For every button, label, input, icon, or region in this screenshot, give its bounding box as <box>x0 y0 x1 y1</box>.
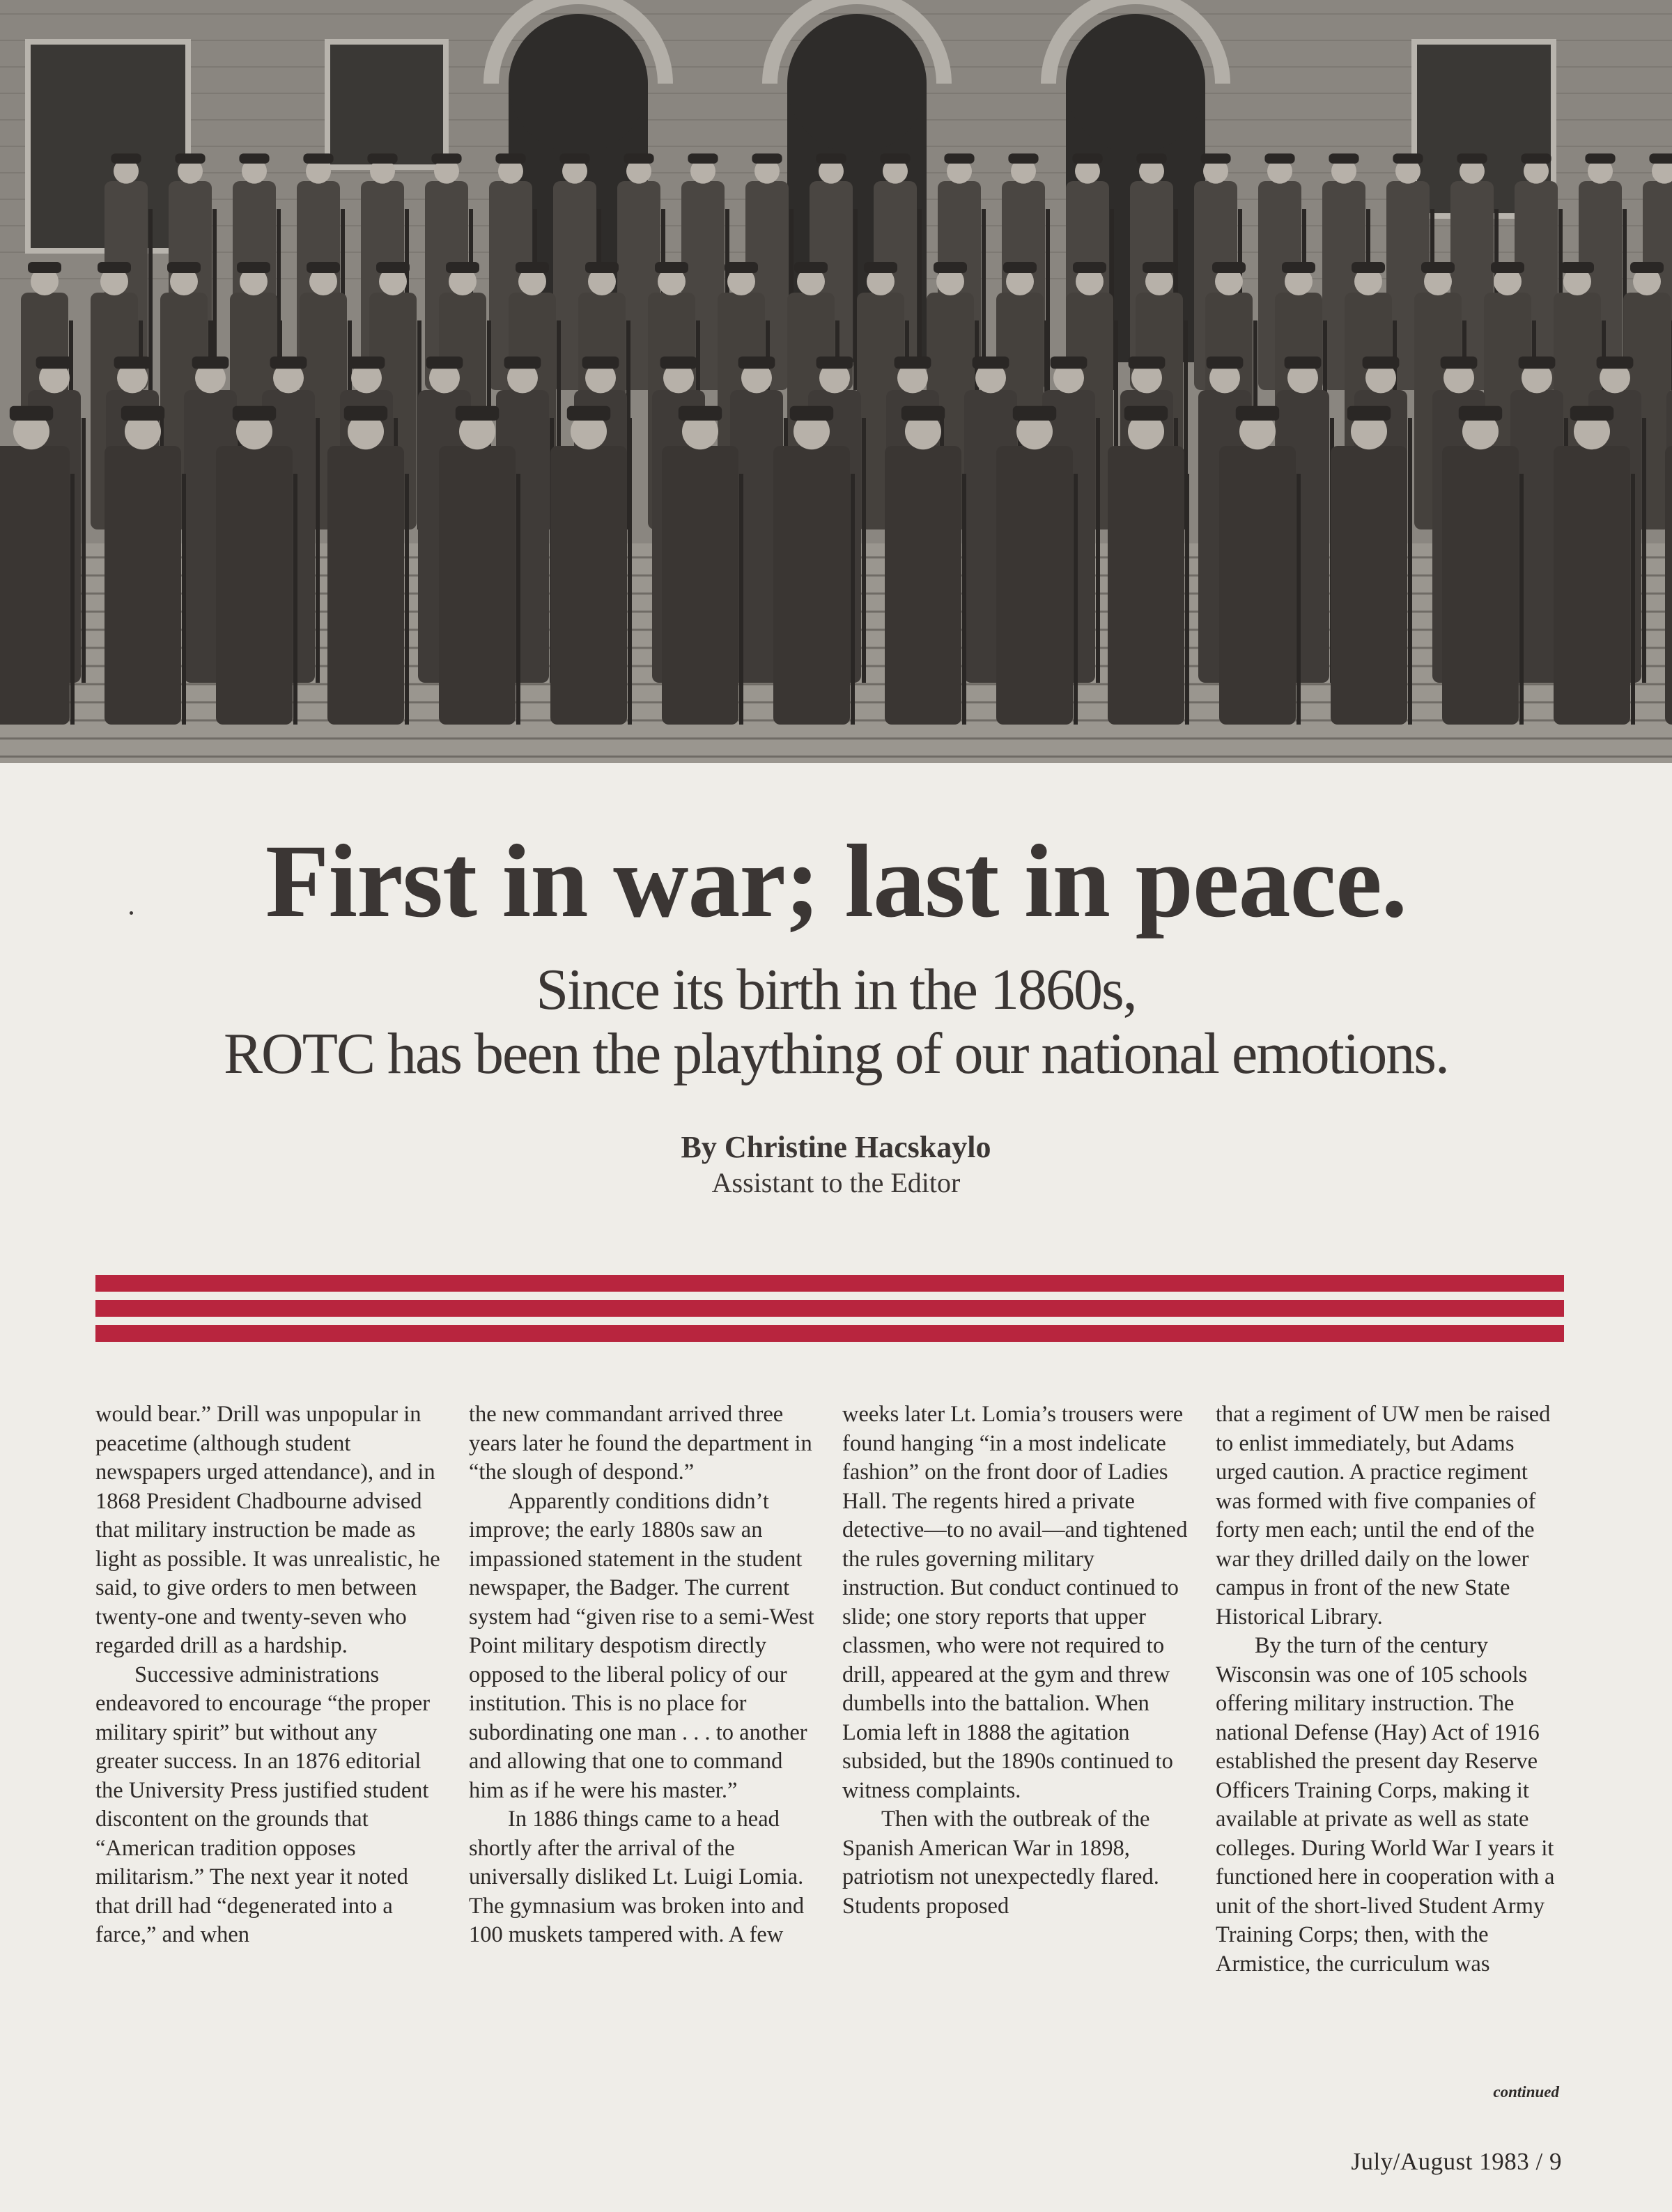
cadet-cap <box>1073 262 1106 273</box>
cadet-cap <box>973 357 1009 369</box>
cadet-regiment-photo <box>0 0 1672 763</box>
stripe-3 <box>95 1325 1564 1342</box>
cadet-cap <box>1561 262 1594 273</box>
headline: First in war; last in peace. <box>265 823 1407 939</box>
cadet-uniform <box>773 446 850 725</box>
cadet-cap <box>175 153 205 163</box>
cadet-uniform <box>104 446 181 725</box>
photo-artwork <box>0 0 1672 763</box>
cadet-cap <box>237 262 270 273</box>
cadet-cap <box>376 262 410 273</box>
cadet-cap <box>167 262 201 273</box>
cadet-uniform <box>439 446 516 725</box>
column-1 <box>95 1400 444 2069</box>
cadet-cap <box>239 153 269 163</box>
cadet-cap <box>1124 406 1168 421</box>
paragraph: the new commandant arrived three years later he found the department in “the slough of despond.” <box>469 1402 812 1485</box>
cadet-cap <box>1013 406 1056 421</box>
cadet-cap <box>1649 153 1672 163</box>
cadet-cap <box>1393 153 1423 163</box>
cadet-uniform <box>1442 446 1519 725</box>
cadet-uniform <box>1331 446 1407 725</box>
doorway-arch <box>787 14 927 153</box>
facade-window <box>327 42 446 167</box>
cadet-cap <box>738 357 775 369</box>
cadet-uniform <box>885 446 961 725</box>
cadet-cap <box>1491 262 1524 273</box>
cadet-cap <box>944 153 974 163</box>
cadet-uniform <box>1665 446 1672 725</box>
cadet-cap <box>1630 262 1664 273</box>
cadet-cap <box>426 357 463 369</box>
cadet-cap <box>1003 262 1037 273</box>
cadet-cap <box>660 357 697 369</box>
cadet-cap <box>270 357 307 369</box>
cadet-cap <box>98 262 131 273</box>
cadet-cap <box>1264 153 1294 163</box>
cadet-cap <box>495 153 525 163</box>
cadet-cap <box>895 357 931 369</box>
subhead <box>0 958 1672 1086</box>
subhead-line-2: ROTC has been the plaything of our national emotions. <box>224 1021 1448 1086</box>
cadet-cap <box>816 357 853 369</box>
paragraph: that a regiment of UW men be raised to enlist immediately, but Adams urged caution. A practice regiment was formed with five companies of forty men each; until the end of the war they drilled daily on the lower campus in front of the new State Historical Library. <box>1216 1402 1551 1630</box>
column-2 <box>469 1400 817 2069</box>
cadet-cap <box>679 406 722 421</box>
stray-dot <box>130 911 133 915</box>
paragraph: Apparently conditions didn’t improve; the early 1880s saw an impassioned statement in the student newspaper, the Badger. The current system had “given rise to a semi-West Point military despotism directly opposed to the liberal policy of our institution. This is no place for subordinating one man . . . to another and allowing that one to command him as if he were his master.” <box>469 1488 814 1803</box>
cadet-cap <box>446 262 479 273</box>
page-folio: July/August 1983 / 9 <box>1351 2148 1562 2175</box>
cadet-cap <box>1459 406 1502 421</box>
cadet-cap <box>344 406 387 421</box>
cadet-cap <box>36 357 73 369</box>
paragraph: Successive administrations endeavored to encourage “the proper military spirit” but without any greater success. In an 1876 editorial the University Press justified student discontent on the grounds that “American tradition opposes militarism.” The next year it noted that drill had “degenerated into a farce,” and when <box>95 1662 431 1947</box>
cadet-cap <box>864 262 897 273</box>
cadet-uniform <box>0 446 70 725</box>
cadet-cap <box>1200 153 1230 163</box>
cadet-cap <box>1212 262 1246 273</box>
cadet-cap <box>456 406 499 421</box>
cadet-uniform <box>1554 446 1630 725</box>
cadet-cap <box>233 406 276 421</box>
cadet-cap <box>567 406 610 421</box>
cadet-cap <box>752 153 782 163</box>
cadet-cap <box>624 153 653 163</box>
cadet-cap <box>1363 357 1400 369</box>
cadet-cap <box>28 262 61 273</box>
continued-label: continued <box>1493 2083 1559 2101</box>
cadet-uniform <box>1108 446 1184 725</box>
cadet-cap <box>1282 262 1315 273</box>
cadet-cap <box>1285 357 1322 369</box>
cadet-cap <box>303 153 333 163</box>
paragraph: would bear.” Drill was unpopular in peacetime (although student newspapers urged attendance), and in 1868 President Chadbourne advised that military instruction be made as light as possible. It was unrealistic, he said, to give orders to men between twenty-one and twenty-seven who regarded drill as a hardship. <box>95 1402 440 1658</box>
cadet-cap <box>1347 406 1391 421</box>
cadet-cap <box>367 153 397 163</box>
cadet-cap <box>516 262 549 273</box>
cadet-cap <box>1008 153 1038 163</box>
doorway-arch <box>509 14 648 153</box>
cadet-cap <box>111 153 141 163</box>
cadet-uniform <box>327 446 404 725</box>
cadet-cap <box>1457 153 1487 163</box>
cadet-cap <box>1585 153 1615 163</box>
cadet-uniform <box>216 446 293 725</box>
cadet-cap <box>725 262 758 273</box>
paragraph: In 1886 things came to a head shortly after the arrival of the universally disliked Lt. Luigi Lomia. The gymnasium was broken into and 100 muskets tampered with. A few <box>469 1807 805 1947</box>
cadet-cap <box>1519 357 1556 369</box>
cadet-uniform <box>1219 446 1296 725</box>
column-3 <box>842 1400 1191 2069</box>
byline <box>0 1129 1672 1200</box>
article-body <box>95 1400 1564 2069</box>
subhead-line-1: Since its birth in the 1860s, <box>536 957 1136 1022</box>
cadet-cap <box>585 262 619 273</box>
cadet-cap <box>431 153 461 163</box>
paragraph: Then with the outbreak of the Spanish American War in 1898, patriotism not unexpectedly flared. Students proposed <box>842 1807 1159 1919</box>
stripe-1 <box>95 1275 1564 1292</box>
cadet-cap <box>1329 153 1358 163</box>
cadet-cap <box>1129 357 1166 369</box>
cadet-cap <box>1597 357 1634 369</box>
cadet-cap <box>10 406 53 421</box>
cadet-uniform <box>996 446 1073 725</box>
cadet-cap <box>901 406 945 421</box>
cadet-cap <box>1521 153 1551 163</box>
byline-author: By Christine Hacskaylo <box>681 1130 991 1164</box>
cadet-cap <box>582 357 619 369</box>
cadet-cap <box>1143 262 1176 273</box>
column-4 <box>1216 1400 1564 2069</box>
paragraph: By the turn of the century Wisconsin was one of 105 schools offering military instruction. The national Defense (Hay) Act of 1916 established the present day Reserve Officers Training Corps, making it available at private as well as state colleges. During World War I years it functioned here in cooperation with a unit of the short-lived Student Army Training Corps; then, with the Armistice, the curriculum was <box>1216 1633 1555 1977</box>
cadet-cap <box>1136 153 1166 163</box>
cadet-cap <box>348 357 385 369</box>
cadet-uniform <box>662 446 738 725</box>
cadet-cap <box>1570 406 1613 421</box>
cadet-cap <box>114 357 151 369</box>
cadet-cap <box>790 406 833 421</box>
cadet-cap <box>1207 357 1244 369</box>
cadet-cap <box>1441 357 1478 369</box>
red-stripe-divider <box>95 1275 1564 1342</box>
cadet-cap <box>121 406 164 421</box>
doorway-arch <box>1066 14 1205 153</box>
cadet-cap <box>192 357 229 369</box>
paragraph: weeks later Lt. Lomia’s trousers were found hanging “in a most indelicate fashion” on the front door of Ladies Hall. The regents hired a private detective—to no avail—and tightened the rules governing military instruction. But conduct continued to slide; one story reports that upper classmen, who were not required to drill, appeared at the gym and threw dumbells into the battalion. When Lomia left in 1888 the agitation subsided, but the 1890s continued to witness complaints. <box>842 1402 1188 1803</box>
cadet-cap <box>1236 406 1279 421</box>
cadet-cap <box>307 262 340 273</box>
cadet-cap <box>934 262 967 273</box>
cadet-cap <box>504 357 541 369</box>
cadet-cap <box>816 153 846 163</box>
stripe-2 <box>95 1300 1564 1317</box>
cadet-cap <box>1352 262 1385 273</box>
cadet-cap <box>794 262 828 273</box>
cadet-cap <box>655 262 688 273</box>
cadet-uniform <box>550 446 627 725</box>
cadet-cap <box>1421 262 1455 273</box>
cadet-cap <box>559 153 589 163</box>
cadet-cap <box>1072 153 1102 163</box>
cadet-cap <box>1051 357 1087 369</box>
cadet-cap <box>688 153 718 163</box>
cadet-cap <box>880 153 910 163</box>
byline-role: Assistant to the Editor <box>711 1167 961 1198</box>
